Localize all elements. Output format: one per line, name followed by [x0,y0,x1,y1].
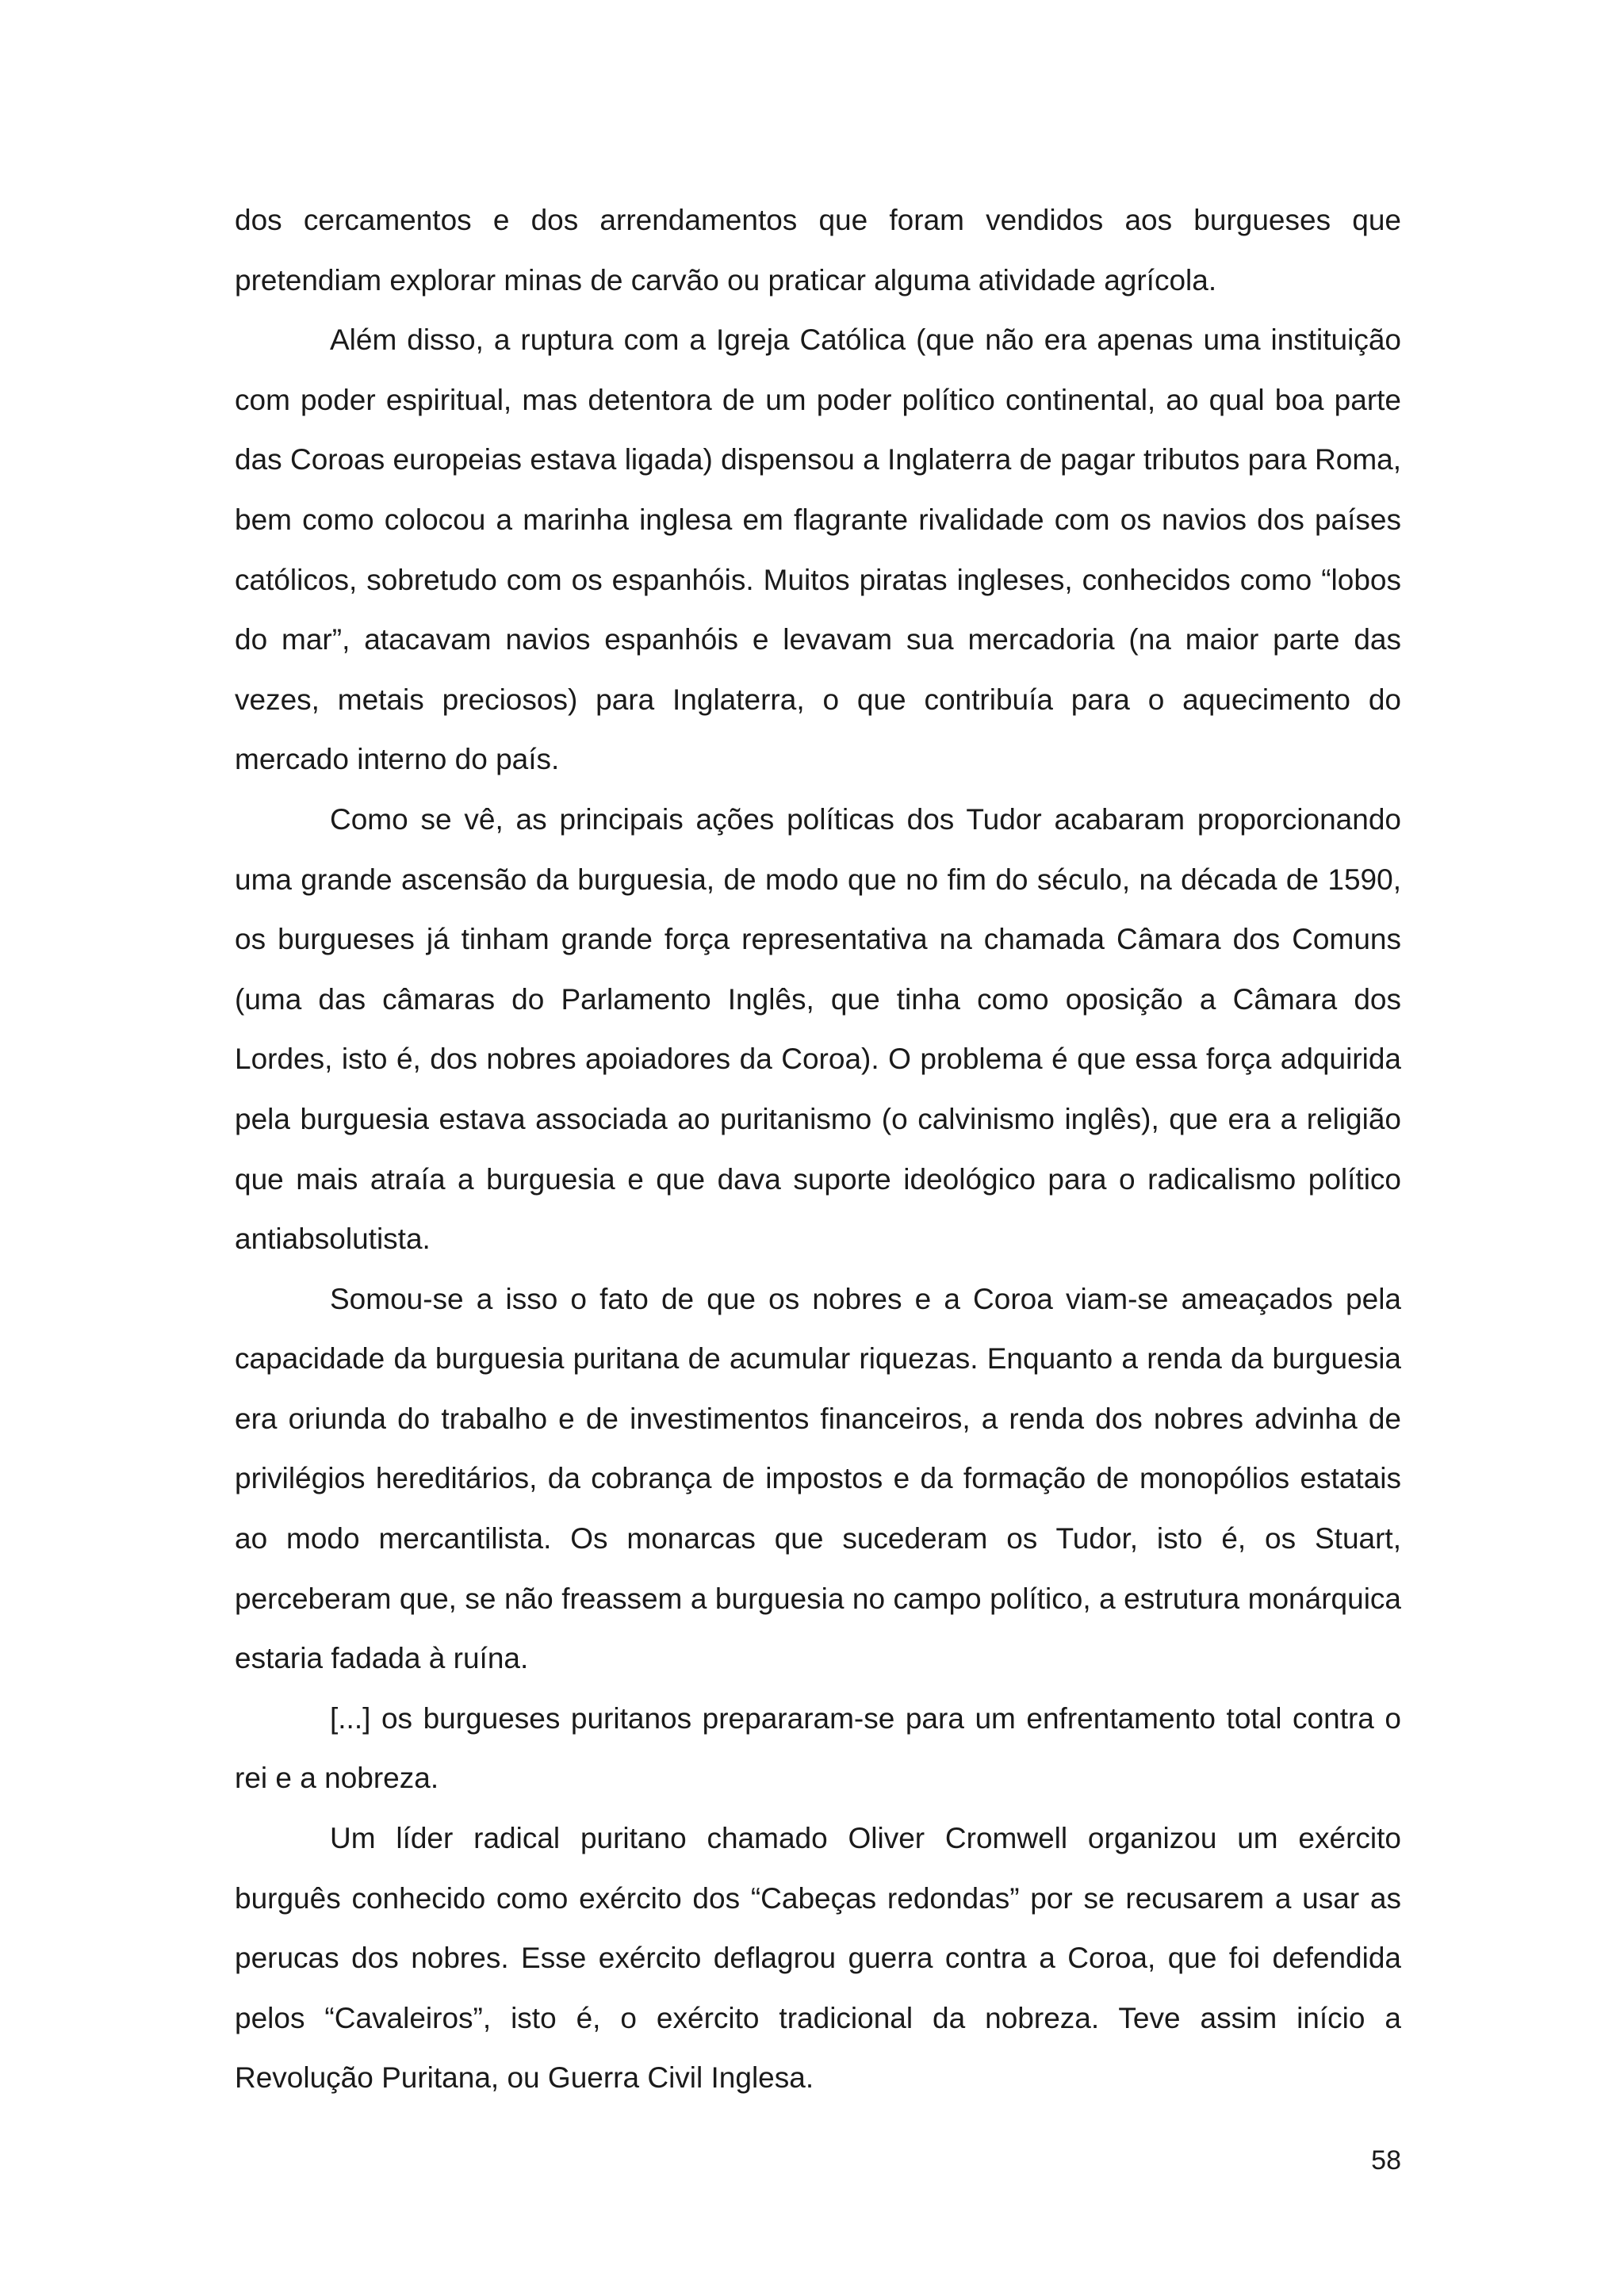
paragraph-nobres-coroa: Somou-se a isso o fato de que os nobres e a Coroa viam-se ameaçados pela capacidade da burguesia puritana de acumular riquezas. Enquanto a renda da burguesia era oriunda do trabalho e de investimentos financeiros, a renda dos nobres advinha de privilégios hereditários, da cobrança de impostos e da formação de monopólios estatais ao modo mercantilista. Os monarcas que sucederam os Tudor, isto é, os Stuart, perceberam que, se não freassem a burguesia no campo político, a estrutura monárquica estaria fadada à ruína. [235,1282,1401,1675]
paragraph-continuation: dos cercamentos e dos arrendamentos que foram vendidos aos burgueses que pretendiam explorar minas de carvão ou praticar alguma atividade agrícola. [235,204,1401,297]
page-number: 58 [1371,2145,1401,2175]
paragraph-cromwell: Um líder radical puritano chamado Oliver Cromwell organizou um exército burguês conhecido como exército dos “Cabeças redondas” por se recusarem a usar as perucas dos nobres. Esse exército deflagrou guerra contra a Coroa, que foi defendida pelos “Cavaleiros”, isto é, o exército tradicional da nobreza. Teve assim início a Revolução Puritana, ou Guerra Civil Inglesa. [235,1822,1401,2095]
paragraph-enfrentamento: [...] os burgueses puritanos prepararam-se para um enfrentamento total contra o rei e a nobreza. [235,1701,1401,1795]
body-text [235,190,1401,2108]
paragraph-ruptura-igreja: Além disso, a ruptura com a Igreja Católica (que não era apenas uma instituição com poder espiritual, mas detentora de um poder político continental, ao qual boa parte das Coroas europeias estava ligada) dispensou a Inglaterra de pagar tributos para Roma, bem como colocou a marinha inglesa em flagrante rivalidade com os navios dos países católicos, sobretudo com os espanhóis. Muitos piratas ingleses, conhecidos como “lobos do mar”, atacavam navios espanhóis e levavam sua mercadoria (na maior parte das vezes, metais preciosos) para Inglaterra, o que contribuía para o aquecimento do mercado interno do país. [235,323,1401,776]
paragraph-acoes-tudor: Como se vê, as principais ações políticas dos Tudor acabaram proporcionando uma grande ascensão da burguesia, de modo que no fim do século, na década de 1590, os burgueses já tinham grande força representativa na chamada Câmara dos Comuns (uma das câmaras do Parlamento Inglês, que tinha como oposição a Câmara dos Lordes, isto é, dos nobres apoiadores da Coroa). O problema é que essa força adquirida pela burguesia estava associada ao puritanismo (o calvinismo inglês), que era a religião que mais atraía a burguesia e que dava suporte ideológico para o radicalismo político antiabsolutista. [235,802,1401,1256]
